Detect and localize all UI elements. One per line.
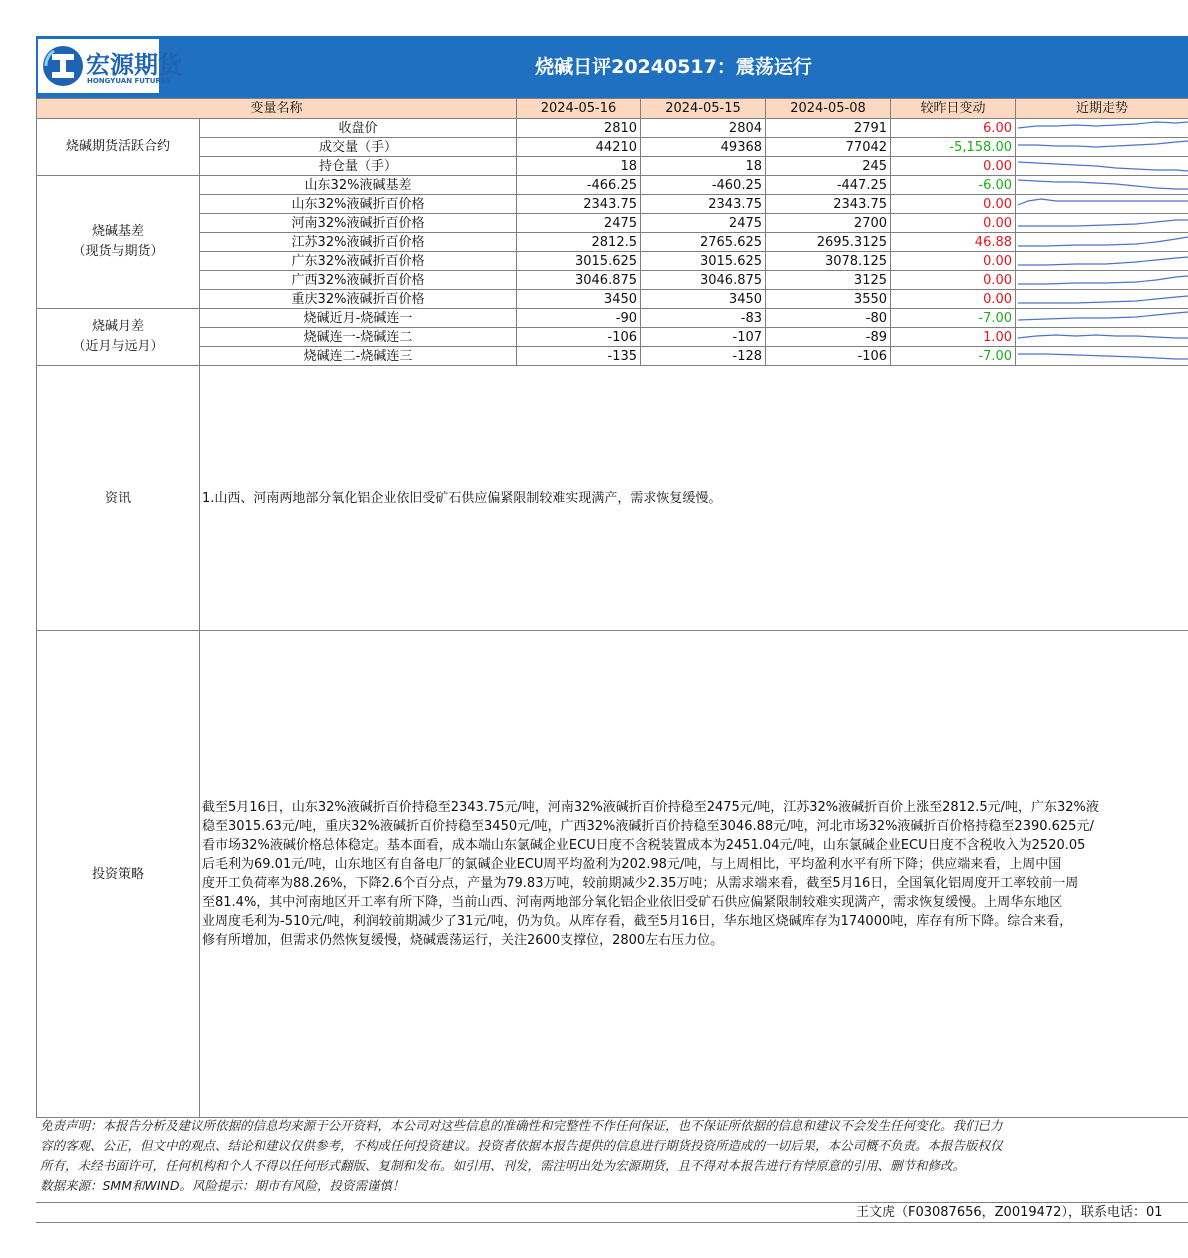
sparkline-icon bbox=[1016, 157, 1188, 175]
strategy-row bbox=[37, 631, 1188, 1118]
strategy-text bbox=[200, 631, 1188, 1118]
analyst-info: 王文虎（F03087656，Z0019472），联系电话：01 bbox=[856, 1205, 1163, 1220]
disclaimer-line: 数据来源：SMM和WIND。风险提示：期市有风险，投资需谨慎！ bbox=[40, 1178, 405, 1193]
value-2024-05-16: 18 bbox=[517, 157, 641, 176]
value-2024-05-08: 2791 bbox=[766, 119, 891, 138]
sparkline-icon bbox=[1016, 233, 1188, 251]
value-2024-05-16: -135 bbox=[517, 347, 641, 366]
sparkline-cell bbox=[1016, 233, 1188, 252]
sparkline-cell bbox=[1016, 214, 1188, 233]
logo-english-name: HONGYUAN FUTURES bbox=[87, 77, 171, 85]
value-2024-05-15: -460.25 bbox=[641, 176, 766, 195]
value-2024-05-08: 2700 bbox=[766, 214, 891, 233]
sparkline-cell bbox=[1016, 309, 1188, 328]
sparkline-cell bbox=[1016, 176, 1188, 195]
news-row bbox=[37, 366, 1188, 631]
group-label-text: 烧碱期货活跃合约 bbox=[65, 139, 170, 154]
disclaimer-line: 免责声明：本报告分析及建议所依据的信息均来源于公开资料，本公司对这些信息的准确性和完整性不作任何保证，也不保证所依据的信息和建议不会发生任何变化。我们已力 bbox=[40, 1118, 1003, 1133]
value-2024-05-15: 2765.625 bbox=[641, 233, 766, 252]
sparkline-cell bbox=[1016, 271, 1188, 290]
sparkline-icon bbox=[1016, 138, 1188, 156]
table-row bbox=[37, 271, 1188, 290]
table-header-row bbox=[37, 99, 1188, 119]
sparkline-icon bbox=[1016, 252, 1188, 270]
value-2024-05-16: -106 bbox=[517, 328, 641, 347]
value-2024-05-15: 49368 bbox=[641, 138, 766, 157]
value-2024-05-15: 3450 bbox=[641, 290, 766, 309]
sparkline-cell bbox=[1016, 119, 1188, 138]
variable-name: 山东32%液碱基差 bbox=[200, 176, 517, 195]
value-2024-05-08: -106 bbox=[766, 347, 891, 366]
variable-name: 烧碱近月-烧碱连一 bbox=[200, 309, 517, 328]
sparkline-icon bbox=[1016, 214, 1188, 232]
value-2024-05-08: -80 bbox=[766, 309, 891, 328]
value-2024-05-15: 2475 bbox=[641, 214, 766, 233]
variable-name: 广西32%液碱折百价格 bbox=[200, 271, 517, 290]
value-2024-05-15: -83 bbox=[641, 309, 766, 328]
change-value: 0.00 bbox=[891, 214, 1016, 233]
change-value: -7.00 bbox=[891, 309, 1016, 328]
sparkline-icon bbox=[1016, 271, 1188, 289]
value-2024-05-08: -447.25 bbox=[766, 176, 891, 195]
sparkline-icon bbox=[1016, 176, 1188, 194]
value-2024-05-16: 3450 bbox=[517, 290, 641, 309]
strategy-line: 修有所增加，但需求仍然恢复缓慢，烧碱震荡运行，关注2600支撑位，2800左右压力位。 bbox=[202, 933, 724, 948]
change-value: 1.00 bbox=[891, 328, 1016, 347]
value-2024-05-15: 18 bbox=[641, 157, 766, 176]
change-value: 0.00 bbox=[891, 290, 1016, 309]
variable-name: 山东32%液碱折百价格 bbox=[200, 195, 517, 214]
value-2024-05-08: -89 bbox=[766, 328, 891, 347]
value-2024-05-16: 2812.5 bbox=[517, 233, 641, 252]
disclaimer-line: 容的客观、公正，但文中的观点、结论和建议仅供参考，不构成任何投资建议。投资者依据本报告提供的信息进行期货投资所造成的一切后果，本公司概不负责。本报告版权仅 bbox=[40, 1138, 1003, 1153]
col-header-change: 较昨日变动 bbox=[891, 99, 1016, 119]
group-label-basis bbox=[37, 176, 200, 309]
sparkline-cell bbox=[1016, 195, 1188, 214]
change-value: 0.00 bbox=[891, 252, 1016, 271]
value-2024-05-08: 77042 bbox=[766, 138, 891, 157]
change-value: 0.00 bbox=[891, 195, 1016, 214]
sparkline-cell bbox=[1016, 290, 1188, 309]
group-label-line: 烧碱月差 bbox=[91, 319, 144, 334]
change-value: -7.00 bbox=[891, 347, 1016, 366]
variable-name: 河南32%液碱折百价格 bbox=[200, 214, 517, 233]
group-label-spread bbox=[37, 309, 200, 366]
sparkline-cell bbox=[1016, 328, 1188, 347]
table-row bbox=[37, 252, 1188, 271]
strategy-line: 业周度毛利为-510元/吨，利润较前期减少了31元/吨，仍为负。从库存看，截至5月16日，华东地区烧碱库存为174000吨，库存有所下降。综合来看， bbox=[202, 914, 1073, 929]
sparkline-icon bbox=[1016, 309, 1188, 327]
group-label-line: 烧碱基差 bbox=[91, 224, 144, 239]
strategy-line: 截至5月16日，山东32%液碱折百价持稳至2343.75元/吨，河南32%液碱折百价持稳至2475元/吨，江苏32%液碱折百价上涨至2812.5元/吨，广东32%液 bbox=[202, 800, 1099, 815]
variable-name: 持仓量（手） bbox=[200, 157, 517, 176]
value-2024-05-15: -107 bbox=[641, 328, 766, 347]
table-row bbox=[37, 233, 1188, 252]
change-value: 0.00 bbox=[891, 271, 1016, 290]
group-label-line: （现货与期货） bbox=[72, 244, 164, 259]
news-label: 资讯 bbox=[37, 366, 200, 631]
variable-name: 重庆32%液碱折百价格 bbox=[200, 290, 517, 309]
value-2024-05-16: 3015.625 bbox=[517, 252, 641, 271]
col-header-date3: 2024-05-08 bbox=[766, 99, 891, 119]
sparkline-icon bbox=[1016, 347, 1188, 365]
value-2024-05-16: 2343.75 bbox=[517, 195, 641, 214]
col-header-variable: 变量名称 bbox=[37, 99, 517, 119]
change-value: 6.00 bbox=[891, 119, 1016, 138]
value-2024-05-08: 3125 bbox=[766, 271, 891, 290]
strategy-line: 看市场32%液碱价格总体稳定。基本面看，成本端山东氯碱企业ECU日度不含税装置成本为2451.04元/吨，山东氯碱企业ECU日度不含税收入为2520.05 bbox=[202, 838, 1086, 853]
strategy-line: 后毛利为69.01元/吨，山东地区有自备电厂的氯碱企业ECU周平均盈利为202.98元/吨，与上周相比，平均盈利水平有所下降；供应端来看，上周中国 bbox=[202, 857, 1062, 872]
disclaimer-line: 所有，未经书面许可，任何机构和个人不得以任何形式翻版、复制和发布。如引用、刊发，需注明出处为宏源期货，且不得对本报告进行有悖原意的引用、删节和修改。 bbox=[40, 1158, 966, 1173]
table-row bbox=[37, 195, 1188, 214]
sparkline-cell bbox=[1016, 347, 1188, 366]
sparkline-icon bbox=[1016, 195, 1188, 213]
value-2024-05-16: 44210 bbox=[517, 138, 641, 157]
news-text: 1.山西、河南两地部分氧化铝企业依旧受矿石供应偏紧限制较难实现满产，需求恢复缓慢。 bbox=[200, 366, 1188, 631]
hongyuan-logo-icon bbox=[42, 45, 84, 87]
table-row bbox=[37, 119, 1188, 138]
table-row bbox=[37, 214, 1188, 233]
value-2024-05-15: 2804 bbox=[641, 119, 766, 138]
variable-name: 烧碱连一-烧碱连二 bbox=[200, 328, 517, 347]
change-value: 46.88 bbox=[891, 233, 1016, 252]
table-row bbox=[37, 176, 1188, 195]
value-2024-05-08: 2695.3125 bbox=[766, 233, 891, 252]
sparkline-icon bbox=[1016, 290, 1188, 308]
col-header-date1: 2024-05-16 bbox=[517, 99, 641, 119]
value-2024-05-15: -128 bbox=[641, 347, 766, 366]
report-header bbox=[36, 36, 1188, 98]
variable-name: 烧碱连二-烧碱连三 bbox=[200, 347, 517, 366]
table-row bbox=[37, 347, 1188, 366]
change-value: -6.00 bbox=[891, 176, 1016, 195]
value-2024-05-08: 245 bbox=[766, 157, 891, 176]
table-row bbox=[37, 157, 1188, 176]
table-row bbox=[37, 328, 1188, 347]
sparkline-cell bbox=[1016, 138, 1188, 157]
table-row bbox=[37, 309, 1188, 328]
value-2024-05-08: 2343.75 bbox=[766, 195, 891, 214]
sparkline-icon bbox=[1016, 119, 1188, 137]
table-row bbox=[37, 138, 1188, 157]
group-label-line: （近月与远月） bbox=[72, 339, 164, 354]
disclaimer bbox=[36, 1116, 1188, 1196]
value-2024-05-16: -90 bbox=[517, 309, 641, 328]
value-2024-05-15: 3046.875 bbox=[641, 271, 766, 290]
data-table bbox=[36, 98, 1188, 1118]
company-logo bbox=[38, 39, 182, 93]
variable-name: 广东32%液碱折百价格 bbox=[200, 252, 517, 271]
value-2024-05-16: -466.25 bbox=[517, 176, 641, 195]
col-header-date2: 2024-05-15 bbox=[641, 99, 766, 119]
value-2024-05-08: 3078.125 bbox=[766, 252, 891, 271]
change-value: -5,158.00 bbox=[891, 138, 1016, 157]
strategy-line: 至81.4%，其中河南地区开工率有所下降，当前山西、河南两地部分氧化铝企业依旧受矿石供应偏紧限制较难实现满产，需求恢复缓慢。上周华东地区 bbox=[202, 895, 1063, 910]
change-value: 0.00 bbox=[891, 157, 1016, 176]
value-2024-05-15: 2343.75 bbox=[641, 195, 766, 214]
strategy-line: 稳至3015.63元/吨，重庆32%液碱折百价持稳至3450元/吨，广西32%液碱折百价持稳至3046.88元/吨，河北市场32%液碱折百价格持稳至2390.625元/ bbox=[202, 819, 1094, 834]
value-2024-05-16: 2810 bbox=[517, 119, 641, 138]
variable-name: 江苏32%液碱折百价格 bbox=[200, 233, 517, 252]
value-2024-05-15: 3015.625 bbox=[641, 252, 766, 271]
sparkline-cell bbox=[1016, 252, 1188, 271]
value-2024-05-16: 3046.875 bbox=[517, 271, 641, 290]
variable-name: 成交量（手） bbox=[200, 138, 517, 157]
analyst-footer bbox=[36, 1202, 1188, 1223]
value-2024-05-08: 3550 bbox=[766, 290, 891, 309]
col-header-trend: 近期走势 bbox=[1016, 99, 1188, 119]
table-row bbox=[37, 290, 1188, 309]
sparkline-cell bbox=[1016, 157, 1188, 176]
group-label-futures bbox=[37, 119, 200, 176]
logo-chinese-name: 宏源期货 bbox=[86, 51, 182, 79]
report-title: 烧碱日评20240517：震荡运行 bbox=[535, 56, 812, 78]
strategy-line: 度开工负荷率为88.26%，下降2.6个百分点，产量为79.83万吨，较前期减少2.35万吨；从需求端来看，截至5月16日，全国氧化铝周度开工率较前一周 bbox=[202, 876, 1079, 891]
value-2024-05-16: 2475 bbox=[517, 214, 641, 233]
sparkline-icon bbox=[1016, 328, 1188, 346]
strategy-label: 投资策略 bbox=[37, 631, 200, 1118]
variable-name: 收盘价 bbox=[200, 119, 517, 138]
